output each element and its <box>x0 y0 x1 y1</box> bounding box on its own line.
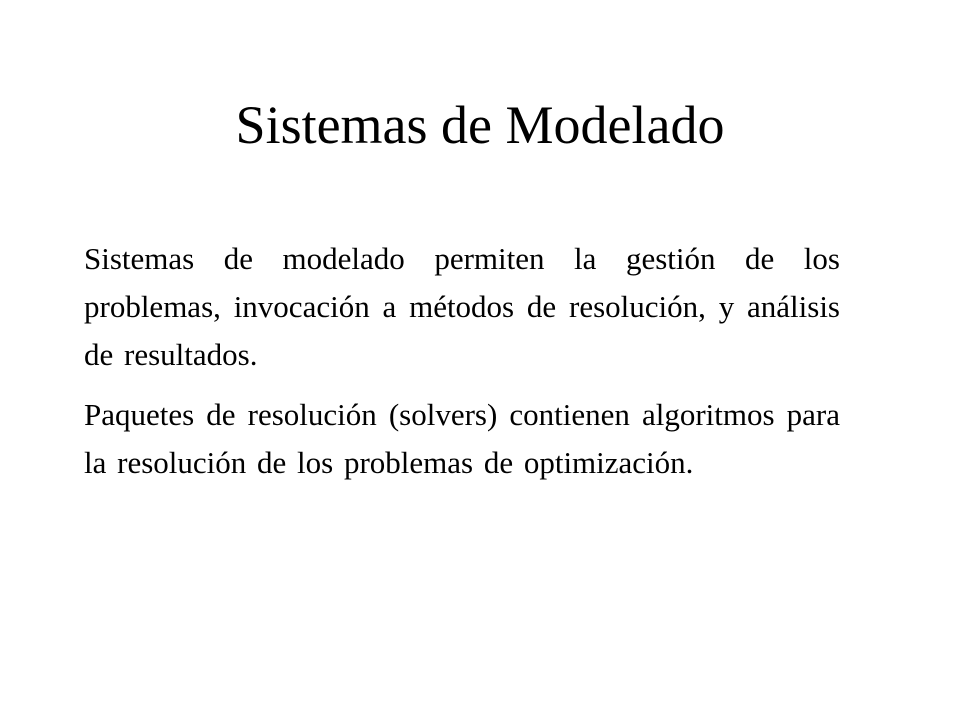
paragraph-modeling-systems: Sistemas de modelado permiten la gestión de los problemas, invocación a métodos de resolución, y análisis de resultados. <box>84 241 840 372</box>
slide-title: Sistemas de Modelado <box>235 95 725 155</box>
paragraph-solvers: Paquetes de resolución (solvers) contienen algoritmos para la resolución de los problemas de optimización. <box>84 397 840 480</box>
slide-body <box>84 235 840 499</box>
